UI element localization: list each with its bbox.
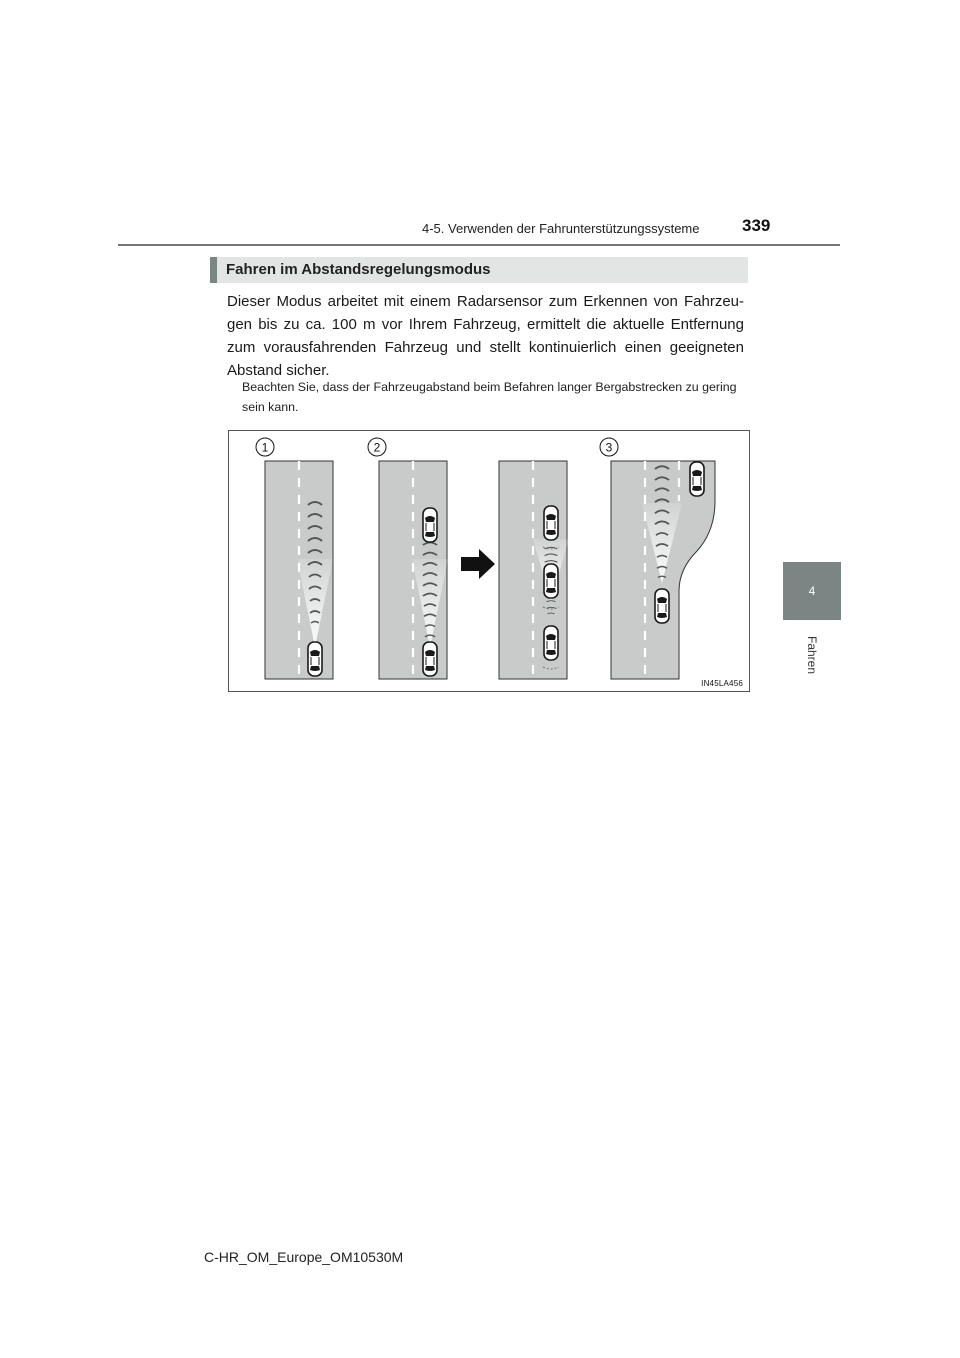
figure-illustration xyxy=(229,431,749,691)
svg-text:1: 1 xyxy=(261,440,269,455)
callout-3 xyxy=(600,438,618,456)
callout-1 xyxy=(256,438,274,456)
section-heading: Fahren im Abstandsregelungsmodus xyxy=(210,257,748,283)
chapter-label: Fahren xyxy=(805,635,819,675)
header-section-title: 4-5. Verwenden der Fahrunterstützungssysteme xyxy=(422,221,700,236)
section-note: Beachten Sie, dass der Fahrzeugabstand beim Befahren langer Bergabstrecken zu gering sein kann. xyxy=(242,380,737,414)
callout-2 xyxy=(368,438,386,456)
chapter-tab[interactable] xyxy=(783,562,841,620)
panel-2 xyxy=(379,461,448,679)
header-rule xyxy=(118,244,840,246)
svg-text:3: 3 xyxy=(605,440,613,455)
section-body: Dieser Modus arbeitet mit einem Radarsensor zum Erkennen von Fahrzeu-gen bis zu ca. 100 m vor Ihrem Fahrzeug, ermittelt die aktuelle Entfernung zum vorausfahrenden Fahrzeug und stellt kontinuierlich einen geeigneten Abstand sicher. xyxy=(227,293,744,379)
footer-doc-code: C-HR_OM_Europe_OM10530M xyxy=(204,1249,404,1265)
svg-text:2: 2 xyxy=(373,440,381,455)
figure-code: IN45LA456 xyxy=(701,679,743,688)
page-number: 339 xyxy=(742,216,771,235)
arrow-right-icon xyxy=(461,549,495,579)
panel-1 xyxy=(265,461,333,679)
panel-3-close-following xyxy=(499,461,569,679)
chapter-number: 4 xyxy=(808,584,816,598)
cruise-control-figure xyxy=(228,430,750,692)
panel-3-lane-change xyxy=(611,461,715,679)
